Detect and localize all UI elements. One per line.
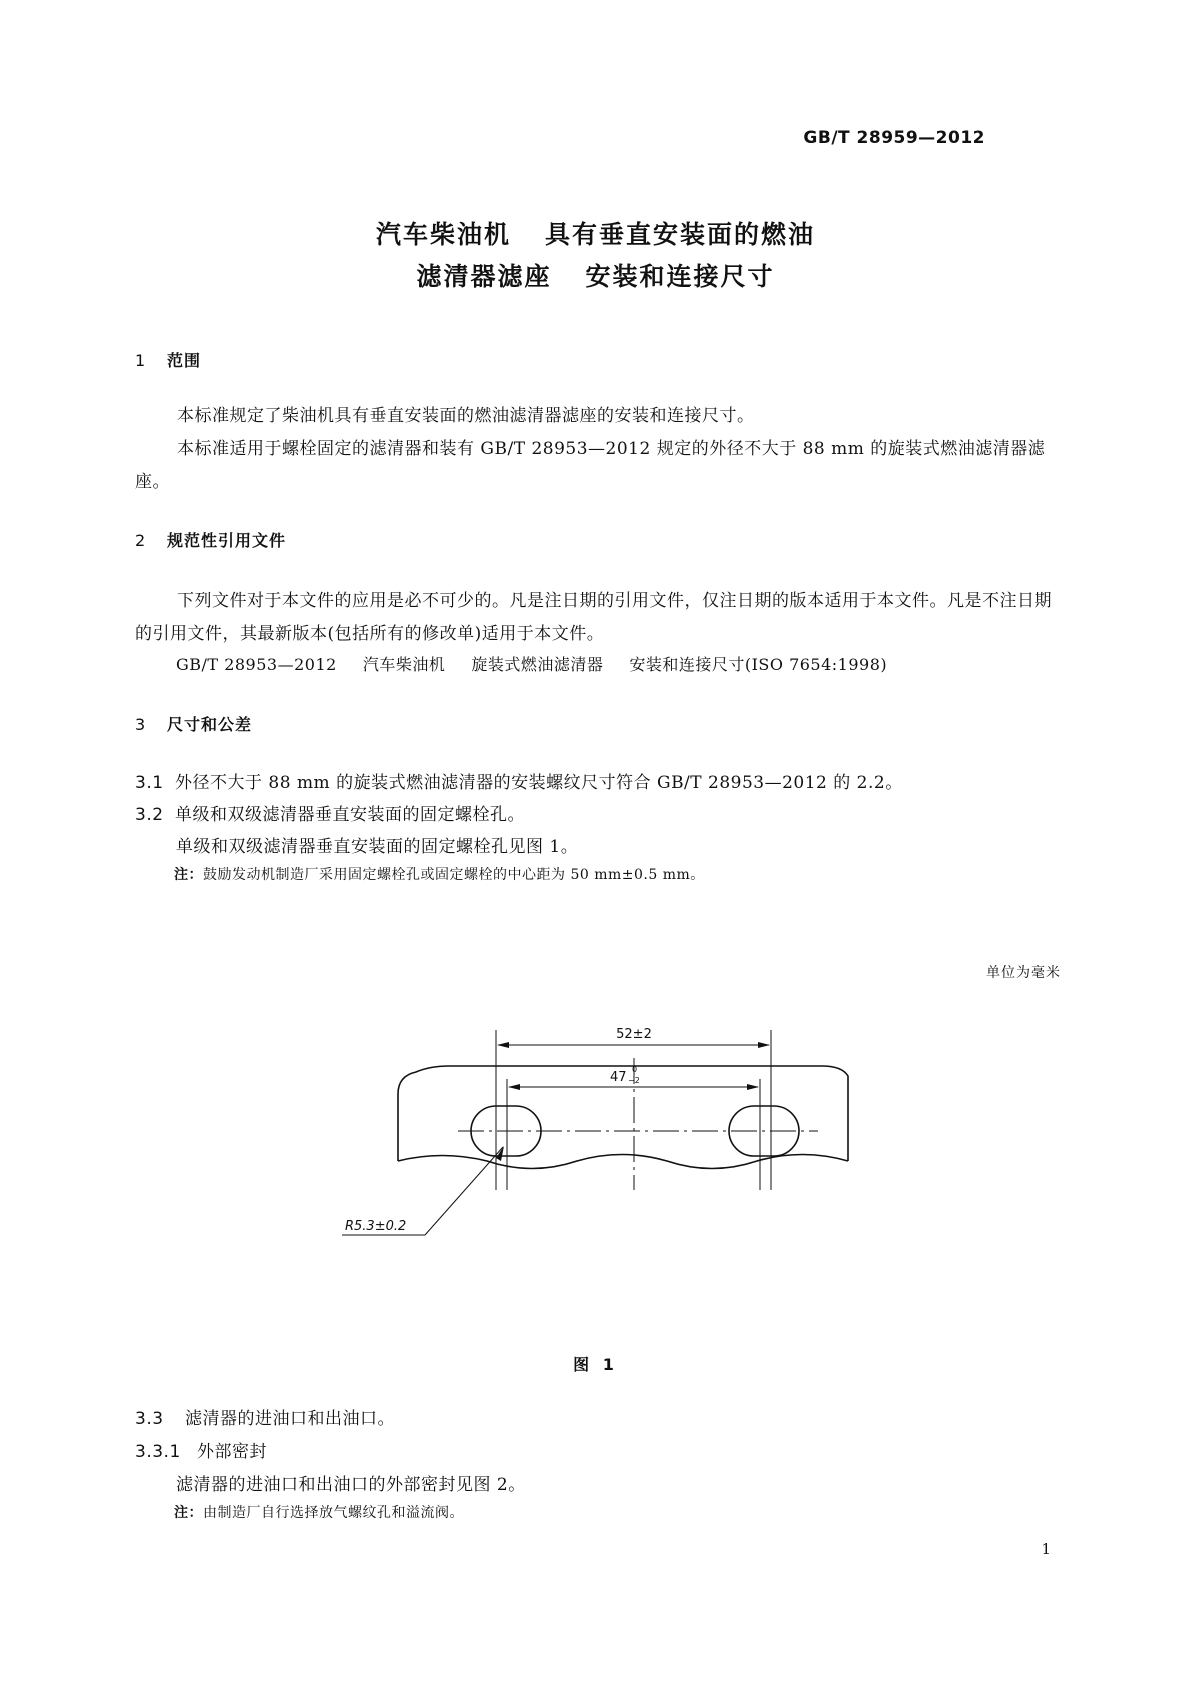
title-line-2b: 安装和连接尺寸	[585, 262, 775, 291]
note-2	[174, 1502, 464, 1522]
section-1-paragraph-1: 本标准规定了柴油机具有垂直安装面的燃油滤清器滤座的安装和连接尺寸。	[177, 406, 755, 426]
arrow-outer-left	[497, 1042, 509, 1048]
unit-label: 单位为毫米	[986, 965, 1061, 981]
reference-code: GB/T 28953—2012	[176, 655, 337, 674]
section-2-paragraph: 下列文件对于本文件的应用是必不可少的。凡是注日期的引用文件，仅注日期的版本适用于本文件。凡是不注日期的引用文件，其最新版本(包括所有的修改单)适用于本文件。	[135, 591, 1052, 644]
section-2-title: 规范性引用文件	[167, 531, 287, 550]
radius-label: R5.3±0.2	[345, 1219, 407, 1234]
note-1-label: 注：	[174, 867, 203, 883]
clause-3-1-number: 3.1	[135, 773, 164, 793]
arrow-inner-right	[747, 1084, 759, 1090]
radius-leader	[425, 1147, 503, 1235]
section-2-number: 2	[135, 531, 147, 550]
break-line	[398, 1155, 848, 1169]
dimension-inner-label: 47	[610, 1070, 627, 1085]
standard-number: GB/T 28959—2012	[803, 128, 985, 148]
figure-1-lines	[342, 1030, 818, 1235]
clause-3-1-text: 外径不大于 88 mm 的旋装式燃油滤清器的安装螺纹尺寸符合 GB/T 28953—2012 的 2.2。	[175, 773, 903, 793]
clause-3-3-1-text: 外部密封	[197, 1442, 267, 1462]
clause-3-3-number: 3.3	[135, 1409, 164, 1429]
title-line-1b: 具有垂直安装面的燃油	[545, 220, 816, 249]
section-1-title: 范围	[167, 351, 202, 370]
title-line-1a: 汽车柴油机	[375, 220, 511, 249]
note-2-text: 由制造厂自行选择放气螺纹孔和溢流阀。	[203, 1505, 464, 1521]
section-1-number: 1	[135, 351, 147, 370]
reference-part-1: 汽车柴油机	[362, 655, 446, 674]
clause-3-3-1-body: 滤清器的进油口和出油口的外部密封见图 2。	[176, 1475, 526, 1495]
page-number: 1	[1041, 1540, 1051, 1558]
clause-3-2-text: 单级和双级滤清器垂直安装面的固定螺栓孔。	[175, 805, 525, 825]
arrow-inner-left	[508, 1084, 520, 1090]
clause-3-2-number: 3.2	[135, 805, 164, 825]
section-3-title: 尺寸和公差	[167, 715, 253, 734]
clause-3-3-text: 滤清器的进油口和出油口。	[185, 1409, 395, 1429]
arrow-outer-right	[758, 1042, 770, 1048]
clause-3-3-1-number: 3.3.1	[135, 1442, 181, 1462]
dimension-inner-lower-tolerance: −2	[628, 1076, 640, 1085]
reference-part-2: 旋装式燃油滤清器	[471, 655, 604, 674]
note-1-text: 鼓励发动机制造厂采用固定螺栓孔或固定螺栓的中心距为 50 mm±0.5 mm。	[203, 867, 705, 883]
dimension-inner-upper-tolerance: 0	[632, 1065, 638, 1074]
clause-3-3	[135, 1404, 395, 1429]
section-1-paragraph-2: 本标准适用于螺栓固定的滤清器和装有 GB/T 28953—2012 规定的外径不大于 88 mm 的旋装式燃油滤清器滤座。	[135, 439, 1046, 492]
note-2-label: 注：	[174, 1505, 203, 1521]
clause-3-2-body: 单级和双级滤清器垂直安装面的固定螺栓孔见图 1。	[176, 837, 579, 857]
dimension-outer-label: 52±2	[616, 1027, 652, 1042]
title-line-2a: 滤清器滤座	[416, 262, 552, 291]
section-3-number: 3	[135, 715, 147, 734]
figure-1-caption: 图 1	[573, 1355, 618, 1374]
clause-3-3-1	[135, 1437, 267, 1462]
reference-part-3: 安装和连接尺寸(ISO 7654:1998)	[629, 655, 888, 674]
